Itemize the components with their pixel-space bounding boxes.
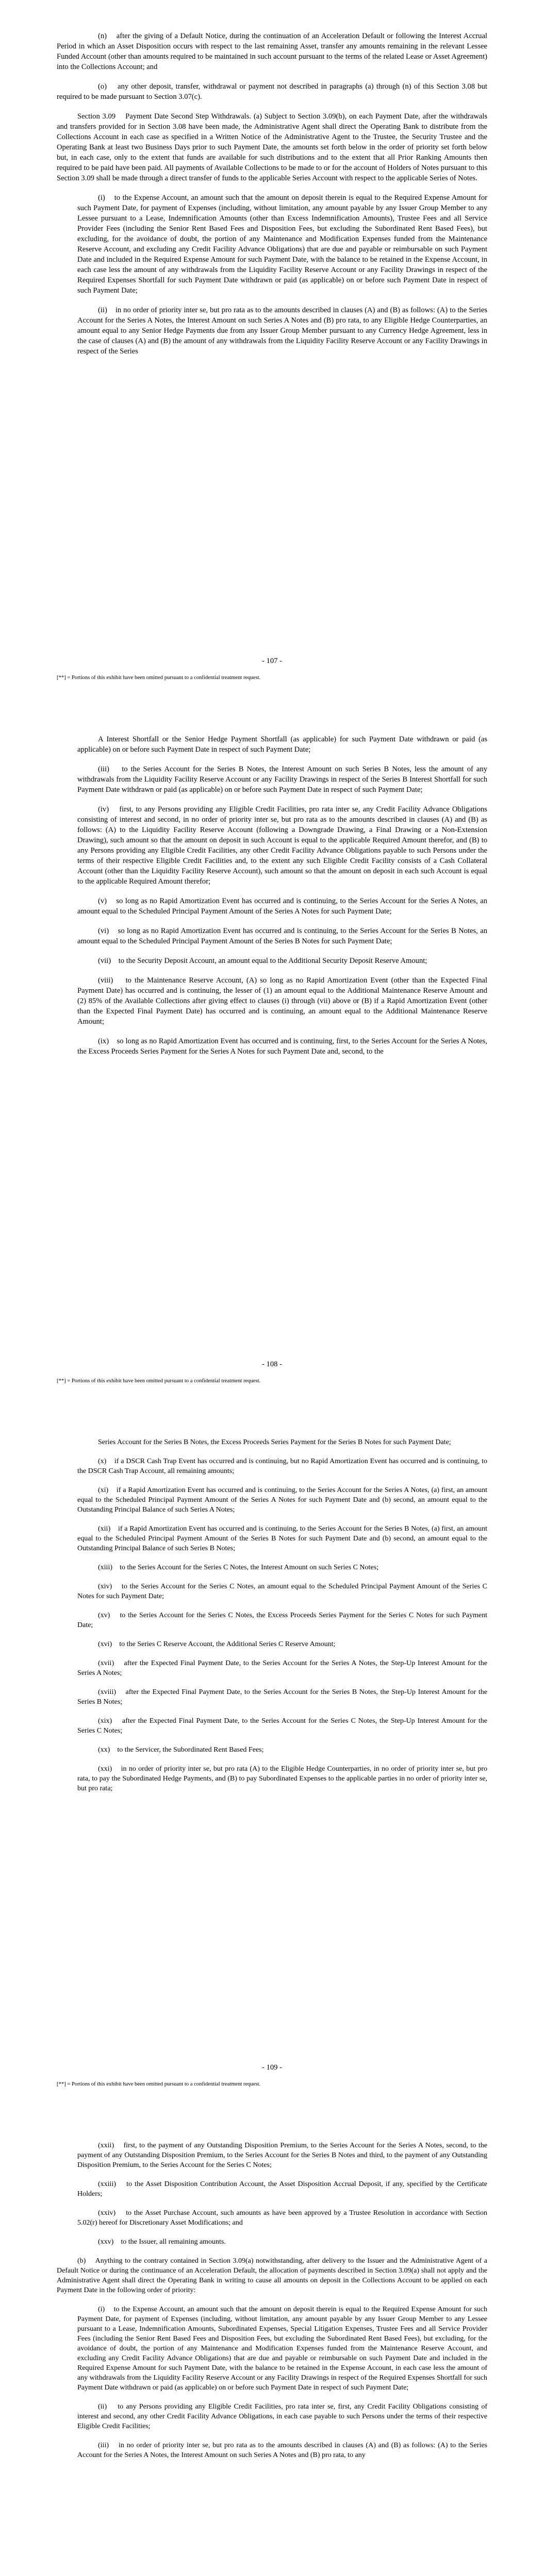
paragraph: A Interest Shortfall or the Senior Hedge Payment Shortfall (as applicable) for such Payment Date withdrawn or paid (as applicable) on or before such Payment Date in respect of such Payment Date; — [77, 735, 487, 754]
page-108 — [0, 703, 544, 1406]
page-107 — [0, 0, 544, 703]
paragraph: (xxiv) to the Asset Purchase Account, such amounts as have been approved by a Trustee Resolution in accordance with Section 5.02(r) hereof for Discretionary Asset Modifications; and — [77, 2209, 487, 2227]
page-110 — [0, 2110, 544, 2576]
paragraph: (n) after the giving of a Default Notice, during the continuation of an Acceleration Default or following the Interest Accrual Period in which an Asset Disposition occurs with respect to the last remaining Asset, transfer any amounts remaining in the relevant Lessee Funded Account (other than amounts required to be maintained in such account pursuant to the terms of the related Lease or Asset Agreement) into the Collections Account; and — [57, 32, 487, 71]
paragraph: (xiv) to the Series Account for the Series C Notes, an amount equal to the Scheduled Principal Payment Amount of the Series C Notes for such Payment Date; — [77, 1583, 487, 1600]
paragraph: (xxiii) to the Asset Disposition Contribution Account, the Asset Disposition Accrual Deposit, if any, specified by the Certificate Holders; — [77, 2180, 487, 2198]
paragraph: (vi) so long as no Rapid Amortization Event has occurred and is continuing, to the Series Account for the Series B Notes, an amount equal to the Scheduled Principal Payment Amount of the Series B Notes for such Payment Date; — [77, 927, 487, 945]
page-body — [57, 734, 487, 1066]
paragraph: (iii) to the Series Account for the Series B Notes, the Interest Amount on such Series B Notes, less the amount of any withdrawals from the Liquidity Facility Reserve Account or any Facility Drawings in respect of the Series B Interest Shortfall for such Payment Date withdrawn or paid (as applicable) on or before such Payment Date in respect of such Payment Date; — [77, 765, 487, 794]
paragraph: (xv) to the Series Account for the Series C Notes, the Excess Proceeds Series Payment for the Series C Notes for such Payment Date; — [77, 1612, 487, 1629]
paragraph: (iii) in no order of priority inter se, but pro rata as to the amounts described in clauses (A) and (B) as follows: (A) to the Series Account for the Series A Notes, the Interest Amount on such Series A Notes and (B) pro rata, to any — [77, 2442, 487, 2459]
page-109 — [0, 1406, 544, 2110]
footer-note: [**] = Portions of this exhibit have been omitted pursuant to a confidential treatment request. — [57, 1378, 261, 1384]
paragraph: (xvii) after the Expected Final Payment Date, to the Series Account for the Series A Notes, the Step-Up Interest Amount for the Series A Notes; — [77, 1659, 487, 1677]
paragraph: (o) any other deposit, transfer, withdrawal or payment not described in paragraphs (a) through (n) of this Section 3.08 but required to be made pursuant to Section 3.07(c). — [57, 82, 487, 101]
paragraph: (xxv) to the Issuer, all remaining amounts. — [98, 2238, 226, 2246]
page-body — [57, 1437, 487, 1803]
page-number: - 108 - — [262, 1360, 282, 1368]
paragraph: (ix) so long as no Rapid Amortization Event has occurred and is continuing, first, to the Series Account for the Series A Notes, the Excess Proceeds Series Payment for the Series A Notes for such Payment Date and, second, to the — [77, 1037, 487, 1056]
paragraph: (xix) after the Expected Final Payment Date, to the Series Account for the Series C Notes, the Step-Up Interest Amount for the Series C Notes; — [77, 1717, 487, 1735]
paragraph: (xxii) first, to the payment of any Outstanding Disposition Premium, to the Series Account for the Series A Notes, second, to the payment of any Outstanding Disposition Premium, to the Series Account for the Series B Notes and third, to the payment of any Outstanding Disposition Premium, to the Series Account for the Series C Notes; — [77, 2142, 487, 2169]
paragraph: (ii) to any Persons providing any Eligible Credit Facilities, pro rata inter se, first, any Credit Facility Obligations consisting of interest and second, any other Credit Facility Advance Obligations, in each case payable to such Persons under the terms of their respective Eligible Credit Facilities; — [77, 2403, 487, 2430]
paragraph: (i) to the Expense Account, an amount such that the amount on deposit therein is equal to the Required Expense Amount for such Payment Date, for payment of Expenses (including, without limitation, any amount payable by any Issuer Group Member to any Lessee pursuant to a Lease, Indemnification Amounts (other than Excess Indemnification Amounts), Trustee Fees and all Service Provider Fees (including the Senior Rent Based Fees and Disposition Fees, but excluding the Subordinated Rent Based Fees), but excluding, for the avoidance of doubt, the portion of any Maintenance and Modification Expenses funded from the Maintenance Reserve Account, and excluding any Credit Facility Advance Obligations) that are due and payable or reimbursable on such Payment Date and included in the Required Expense Amount for such Payment Date, with the balance to be retained in the Expense Account, in each case less the amount of any withdrawals from the Liquidity Facility Reserve Account or any Facility Drawings in respect of the Required Expenses Shortfall for such Payment Date withdrawn or paid (as applicable) on or before such Payment Date in respect of such Payment Date; — [77, 194, 487, 295]
page-number: - 109 - — [262, 2063, 282, 2072]
paragraph: (v) so long as no Rapid Amortization Event has occurred and is continuing, to the Series Account for the Series A Notes, an amount equal to the Scheduled Principal Payment Amount of the Series A Notes for such Payment Date; — [77, 897, 487, 916]
footer-note: [**] = Portions of this exhibit have been omitted pursuant to a confidential treatment request. — [57, 2081, 261, 2087]
paragraph: (iv) first, to any Persons providing any Eligible Credit Facilities, pro rata inter se, any Credit Facility Advance Obligations consisting of interest and second, in no order of priority inter se, but pro rata as to the amounts described in clauses (A) and (B) as follows: (A) to the Liquidity Facility Reserve Account (following a Downgrade Drawing, a Final Drawing or a Non-Extension Drawing), such amount so that the amount on deposit in such Account is equal to the applicable Required Amount therefor, and (B) to any Persons providing any Eligible Credit Facilities, any other Credit Facility Advance Obligations payable to such Persons under the terms of their respective Eligible Credit Facilities and, to the extent any such Eligible Credit Facility consists of a Cash Collateral Account (other than the Liquidity Facility Reserve Account), such amount so that the amount on deposit in each such Account is equal to the applicable Required Amount therefor; — [77, 805, 487, 886]
section-heading-paragraph: Section 3.09 Payment Date Second Step Withdrawals. (a) Subject to Section 3.09(b), on each Payment Date, after the withdrawals and transfers provided for in Section 3.08 have been made, the Administrative Agent shall direct the Operating Bank to distribute from the Collections Account in each case as specified in a Written Notice of the Administrative Agent to the Trustee, the Security Trustee and the Operating Bank at least two Business Days prior to such Payment Date, the amounts set forth below in the order of priority set forth below but, in each case, only to the extent that funds are available for such distributions and to the extent that all Prior Ranking Amounts then required to be paid have been paid. All payments of Available Collections to be made to or for the account of Holders of Notes pursuant to this Section 3.09 shall be made through a direct transfer of funds to the applicable Series Account with respect to the applicable Series of Notes. — [57, 112, 487, 182]
paragraph: (xii) if a Rapid Amortization Event has occurred and is continuing, to the Series Account for the Series B Notes, (a) first, an amount equal to the Scheduled Principal Payment Amount of the Series B Notes for such Payment Date and (b) second, an amount equal to the Outstanding Principal Balance of such Series B Notes; — [77, 1525, 487, 1552]
paragraph: (xxi) in no order of priority inter se, but pro rata (A) to the Eligible Hedge Counterparties, in no order of priority inter se, but pro rata, to pay the Subordinated Hedge Payments, and (B) to pay Subordinated Expenses to the applicable parties in no order of priority inter se, but pro rata; — [77, 1765, 487, 1792]
footer-note: [**] = Portions of this exhibit have been omitted pursuant to a confidential treatment request. — [57, 675, 261, 681]
paragraph: Series Account for the Series B Notes, the Excess Proceeds Series Payment for the Series B Notes for such Payment Date; — [98, 1438, 451, 1446]
paragraph: (xiii) to the Series Account for the Series C Notes, the Interest Amount on such Series C Notes; — [98, 1564, 378, 1571]
paragraph: (b) Anything to the contrary contained in Section 3.09(a) notwithstanding, after delivery to the Issuer and the Administrative Agent of a Default Notice or during the continuance of an Acceleration Default, the allocation of payments described in Section 3.09(a) shall not apply and the Administrative Agent shall direct the Operating Bank in writing to cause all amounts on deposit in the Collections Account to be applied on each Payment Date in the following order of priority: — [57, 2257, 487, 2294]
page-number: - 107 - — [262, 657, 282, 665]
paragraph: (xviii) after the Expected Final Payment Date, to the Series Account for the Series B Notes, the Step-Up Interest Amount for the Series B Notes; — [77, 1688, 487, 1706]
paragraph: (ii) in no order of priority inter se, but pro rata as to the amounts described in clauses (A) and (B) as follows: (A) to the Series Account for the Series A Notes, the Interest Amount on such Series A Notes and (B) pro rata, to any Eligible Hedge Counterparties, an amount equal to any Senior Hedge Payments due from any Issuer Group Member pursuant to any Currency Hedge Agreement, less in the case of clauses (A) and (B) the amount of any withdrawals from the Liquidity Facility Reserve Account or any Facility Drawings in respect of the Series — [77, 306, 487, 355]
paragraph: (xx) to the Servicer, the Subordinated Rent Based Fees; — [98, 1746, 264, 1754]
paragraph: (x) if a DSCR Cash Trap Event has occurred and is continuing, but no Rapid Amortization Event has occurred and is continuing, to the DSCR Cash Trap Account, all remaining amounts; — [77, 1458, 487, 1475]
paragraph: (xvi) to the Series C Reserve Account, the Additional Series C Reserve Amount; — [98, 1640, 336, 1648]
paragraph: (viii) to the Maintenance Reserve Account, (A) so long as no Rapid Amortization Event (other than the Expected Final Payment Date) has occurred and is continuing, the lesser of (1) an amount equal to the Additional Maintenance Reserve Amount and (2) 85% of the Available Collections after giving effect to clauses (i) through (vii) above or (B) if a Rapid Amortization Event (other than the Expected Final Payment Date) has occurred and is continuing, an amount equal to the Additional Maintenance Reserve Amount; — [77, 976, 487, 1026]
page-body — [57, 31, 487, 366]
paragraph: (i) to the Expense Account, an amount such that the amount on deposit therein is equal to the Required Expense Amount for such Payment Date, for payment of Expenses (including, without limitation, any amount payable by any Issuer Group Member to any Lessee pursuant to a Lease, Indemnification Amounts, Subordinated Expenses, Special Litigation Expenses, Trustee Fees and all Service Provider Fees (including the Senior Rent Based Fees and Disposition Fees, but excluding the Subordinated Rent Based Fees), but excluding, for the avoidance of doubt, the portion of any Maintenance and Modification Expenses funded from the Maintenance Reserve Account, and excluding any Credit Facility Advance Obligations) that are due and payable or reimbursable on such Payment Date and included in the Required Expense Amount for such Payment Date, with the balance to be retained in the Expense Account, in each case less the amount of any withdrawals from the Liquidity Facility Reserve Account or any Facility Drawings in respect of the Required Expenses Shortfall for such Payment Date withdrawn or paid (as applicable) on or before such Payment Date in respect of such Payment Date; — [77, 2306, 487, 2392]
paragraph: (xi) if a Rapid Amortization Event has occurred and is continuing, to the Series Account for the Series A Notes, (a) first, an amount equal to the Scheduled Principal Payment Amount of the Series A Notes for such Payment Date and (b) second, an amount equal to the Outstanding Principal Balance of such Series A Notes; — [77, 1486, 487, 1514]
paragraph: (vii) to the Security Deposit Account, an amount equal to the Additional Security Deposit Reserve Amount; — [98, 957, 427, 965]
page-body — [57, 2141, 487, 2469]
